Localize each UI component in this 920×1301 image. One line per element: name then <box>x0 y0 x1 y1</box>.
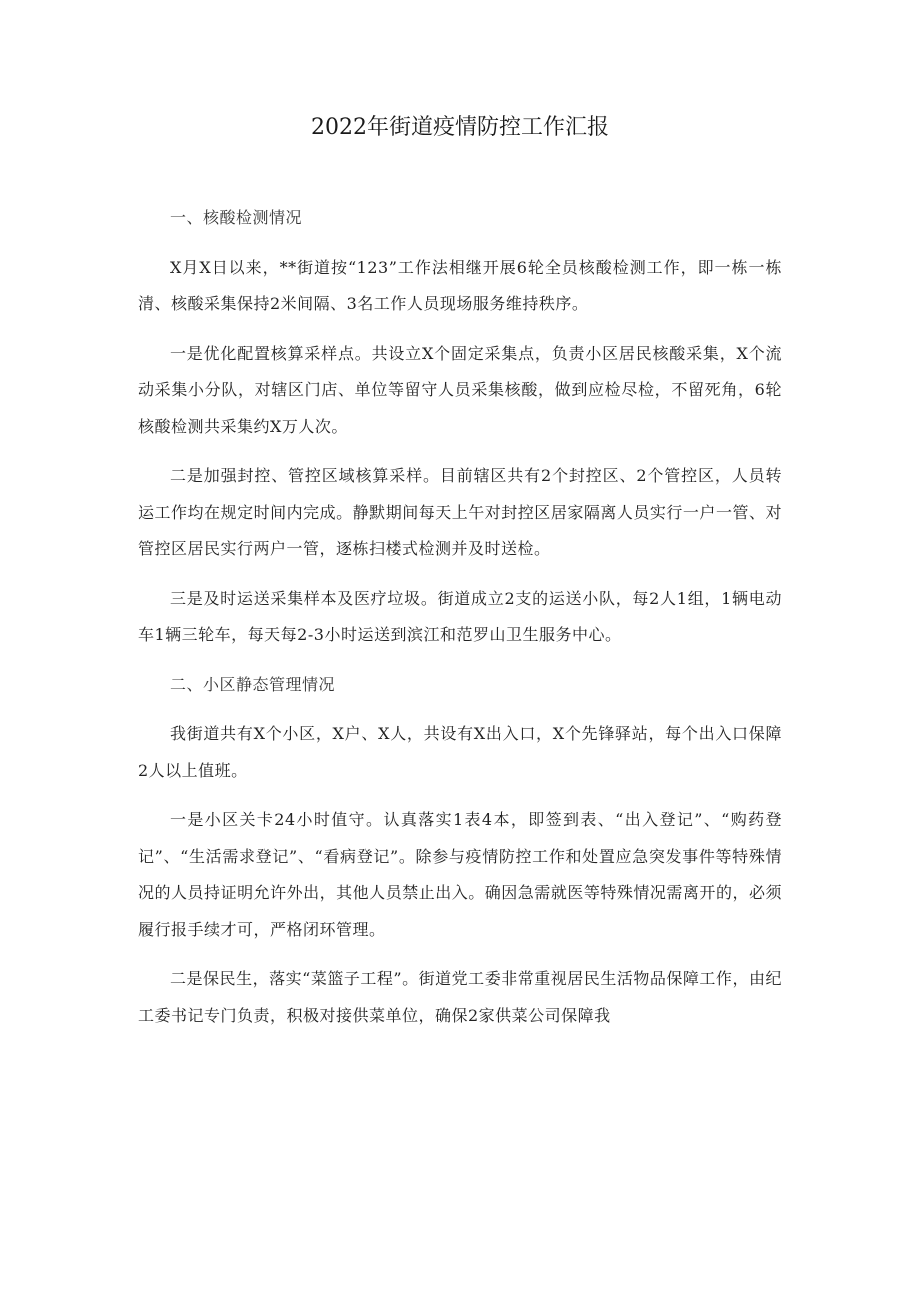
paragraph-sample-transport: 三是及时运送采集样本及医疗垃圾。街道成立2支的运送小队，每2人1组，1辆电动车1辆三轮车，每天每2-3小时运送到滨江和范罗山卫生服务中心。 <box>138 588 782 644</box>
paragraph-controlled-areas: 二是加强封控、管控区域核算采样。目前辖区共有2个封控区、2个管控区，人员转运工作均在规定时间内完成。静默期间每天上午对封控区居家隔离人员实行一户一管、对管控区居民实行两户一管，逐栋扫楼式检测并及时送检。 <box>138 466 782 558</box>
section-heading-community-management: 二、小区静态管理情况 <box>170 674 336 694</box>
paragraph-livelihood-supply: 二是保民生，落实“菜篮子工程”。街道党工委非常重视居民生活物品保障工作，由纪工委书记专门负责，积极对接供菜单位，确保2家供菜公司保障我 <box>138 969 782 1025</box>
section-heading-nucleic-testing: 一、核酸检测情况 <box>170 208 303 227</box>
document-title: 2022年街道疫情防控工作汇报 <box>311 115 609 140</box>
paragraph-checkpoint-duty: 一是小区关卡24小时值守。认真落实1表4本，即签到表、“出入登记”、“购药登记”、“生活需求登记”、“看病登记”。除参与疫情防控工作和处置应急突发事件等特殊情况的人员持证明允许外出，其他人员禁止出入。确因急需就医等特殊情况需离开的，必须履行报手续才可，严格闭环管理。 <box>138 810 782 939</box>
paragraph-testing-overview: X月X日以来，**街道按“123”工作法相继开展6轮全员核酸检测工作，即一栋一栋清、核酸采集保持2米间隔、3名工作人员现场服务维持秩序。 <box>138 257 782 313</box>
paragraph-community-overview: 我街道共有X个小区，X户、X人，共设有X出入口，X个先锋驿站，每个出入口保障2人以上值班。 <box>138 724 782 780</box>
document-body <box>138 200 782 1034</box>
paragraph-sampling-points: 一是优化配置核算采样点。共设立X个固定采集点，负责小区居民核酸采集，X个流动采集小分队，对辖区门店、单位等留守人员采集核酸，做到应检尽检，不留死角，6轮核酸检测共采集约X万人次。 <box>138 343 782 436</box>
